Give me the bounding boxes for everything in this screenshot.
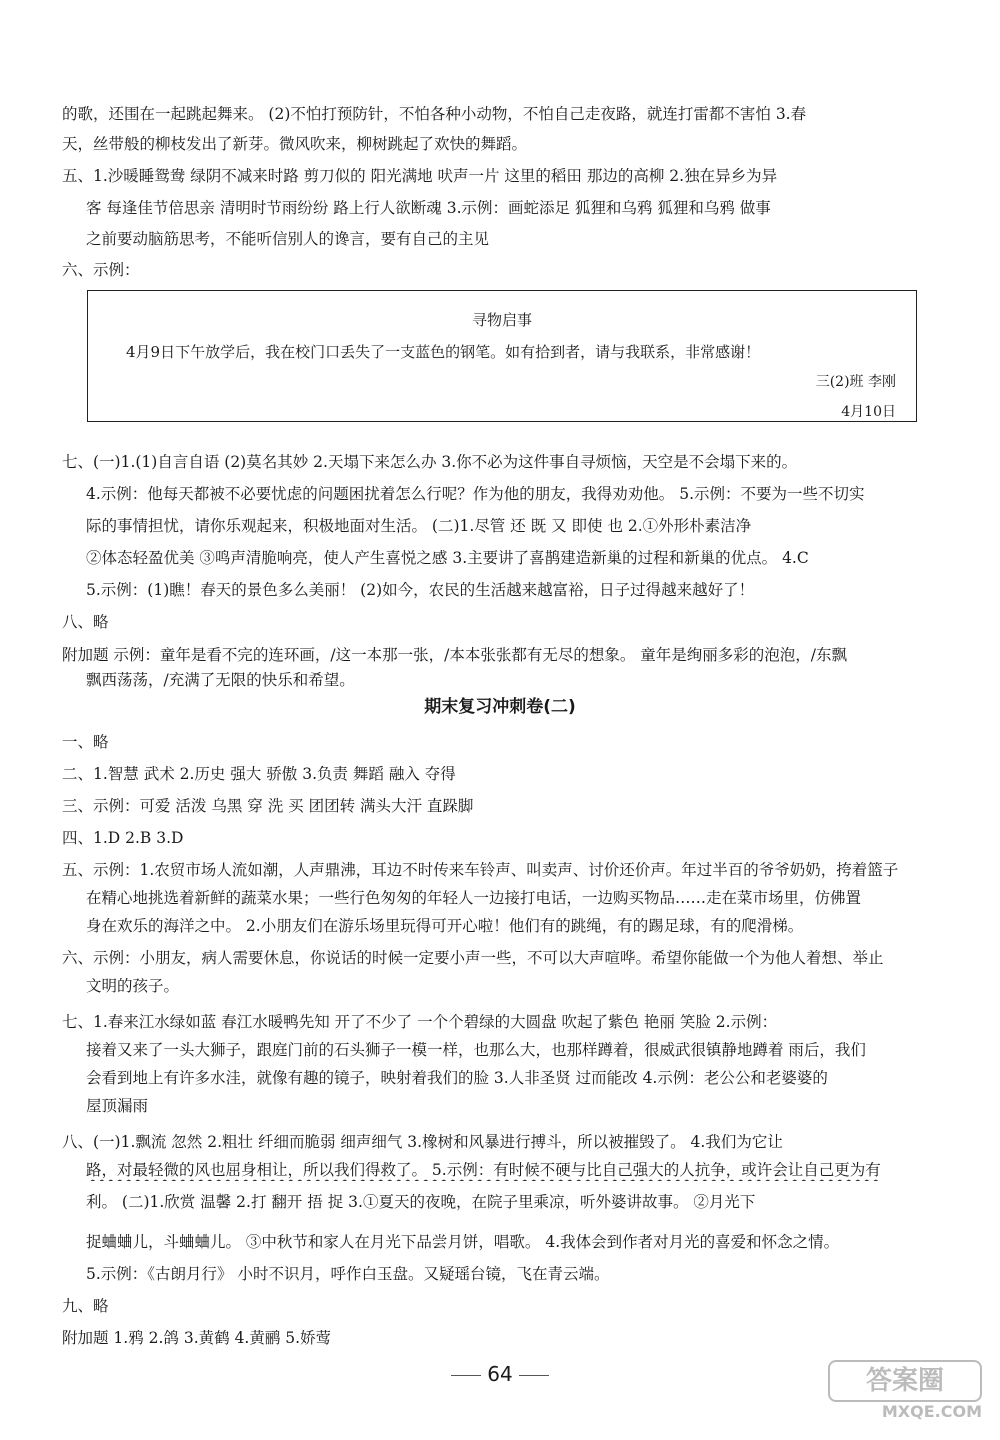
text-line: 二、1.智慧 武术 2.历史 强大 骄傲 3.负责 舞蹈 融入 夺得 [62,765,456,783]
text-line: 际的事情担忧，请你乐观起来，积极地面对生活。 (二)1.尽管 还 既 又 即使 也 2.①外形朴素洁净 [86,517,752,535]
text-line: 五、示例：1.农贸市场人流如潮，人声鼎沸，耳边不时传来车铃声、叫卖声、讨价还价声。年过半百的爷爷奶奶，挎着篮子 [62,861,899,879]
section-title: 期末复习冲刺卷(二) [424,697,576,717]
text-line: 附加题 1.鸦 2.鸽 3.黄鹤 4.黄鹂 5.娇莺 [62,1329,332,1347]
text-line: 捉蛐蛐儿，斗蛐蛐儿。 ③中秋节和家人在月光下品尝月饼，唱歌。 4.我体会到作者对月光的喜爱和怀念之情。 [86,1233,840,1251]
text-line: 三、示例：可爱 活泼 乌黑 穿 洗 买 团团转 满头大汗 直跺脚 [62,797,474,815]
watermark-logo [832,1360,982,1420]
watermark-logo-text: 答案圈 [828,1360,982,1402]
text-line: 之前要动脑筋思考，不能听信别人的谗言，要有自己的主见 [86,230,490,248]
notice-signature: 三(2)班 李刚 [815,374,896,390]
lost-item-notice [87,290,917,422]
text-line: 5.示例：《古朗月行》 小时不识月，呼作白玉盘。又疑瑶台镜，飞在青云端。 [86,1265,610,1283]
text-line: 身在欢乐的海洋之中。 2.小朋友们在游乐场里玩得可开心啦！他们有的跳绳，有的踢足球，有的爬滑梯。 [86,917,804,935]
text-line: 八、(一)1.飘流 忽然 2.粗壮 纤细而脆弱 细声细气 3.橡树和风暴进行搏斗，所以被摧毁了。 4.我们为它让 [62,1133,783,1151]
text-line: 一、略 [62,733,109,751]
text-line: 飘西荡荡，/充满了无限的快乐和希望。 [86,671,355,689]
text-line: 文明的孩子。 [86,977,180,995]
text-line: 六、示例：小朋友，病人需要休息，你说话的时候一定要小声一些，不可以大声喧哗。希望你能做一个为他人着想、举止 [62,949,884,967]
text-line: ②体态轻盈优美 ③鸣声清脆响亮，使人产生喜悦之感 3.主要讲了喜鹊建造新巢的过程和新巢的优点。 4.C [86,549,809,567]
text-line: 七、(一)1.(1)自言自语 (2)莫名其妙 2.天塌下来怎么办 3.你不必为这件事自寻烦恼，天空是不会塌下来的。 [62,453,798,471]
page-number-value: 64 [487,1362,513,1386]
text-line: 天，丝带般的柳枝发出了新芽。微风吹来，柳树跳起了欢快的舞蹈。 [62,135,528,153]
text-line: 客 每逢佳节倍思亲 清明时节雨纷纷 路上行人欲断魂 3.示例：画蛇添足 狐狸和乌鸦 狐狸和乌鸦 做事 [86,199,771,217]
text-line: 六、示例： [62,261,140,279]
notice-body: 4月9日下午放学后，我在校门口丢失了一支蓝色的钢笔。如有拾到者，请与我联系，非常感谢！ [126,343,761,361]
text-line: 会看到地上有许多水洼，就像有趣的镜子，映射着我们的脸 3.人非圣贤 过而能改 4.示例：老公公和老婆婆的 [86,1069,828,1087]
notice-title: 寻物启事 [471,311,532,329]
text-line: 接着又来了一头大狮子，跟庭门前的石头狮子一模一样，也那么大，也那样蹲着，很威武很镇静地蹲着 雨后，我们 [86,1041,866,1059]
text-line: 五、1.沙暖睡鸳鸯 绿阴不减来时路 剪刀似的 阳光满地 吠声一片 这里的稻田 那边的高柳 2.独在异乡为异 [62,167,778,185]
text-line: 附加题 示例：童年是看不完的连环画，/这一本那一张，/本本张张都有无尽的想象。 童年是绚丽多彩的泡泡，/东飘 [62,646,848,664]
text-line: 屋顶漏雨 [86,1097,149,1115]
text-line: 路，对最轻微的风也屈身相让，所以我们得救了。 5.示例：有时候不硬与比自己强大的人抗争，或许会让自己更为有 [86,1161,881,1179]
text-line: 七、1.春来江水绿如蓝 春江水暖鸭先知 开了不少了 一个个碧绿的大圆盘 吹起了紫色 艳丽 笑脸 2.示例： [62,1013,778,1031]
text-line: 四、1.D 2.B 3.D [62,829,184,847]
text-line: 利。 (二)1.欣赏 温馨 2.打 翻开 捂 捉 3.①夏天的夜晚，在院子里乘凉，听外婆讲故事。 ②月光下 [86,1193,756,1211]
watermark-url: MXQE.COM [881,1402,982,1421]
text-line: 八、略 [62,613,109,631]
notice-date: 4月10日 [841,404,896,420]
text-line: 在精心地挑选着新鲜的蔬菜水果；一些行色匆匆的年轻人一边接打电话，一边购买物品……走在菜市场里，仿佛置 [86,889,862,907]
text-line: 九、略 [62,1297,109,1315]
text-line: 4.示例：他每天都被不必要忧虑的问题困扰着怎么行呢？作为他的朋友，我得劝劝他。 5.示例：不要为一些不切实 [86,485,865,503]
text-line: 的歌，还围在一起跳起舞来。 (2)不怕打预防针，不怕各种小动物，不怕自己走夜路，就连打雷都不害怕 3.春 [62,105,807,123]
text-line: 5.示例：(1)瞧！春天的景色多么美丽！ (2)如今，农民的生活越来越富裕，日子过得越来越好了！ [86,581,755,599]
